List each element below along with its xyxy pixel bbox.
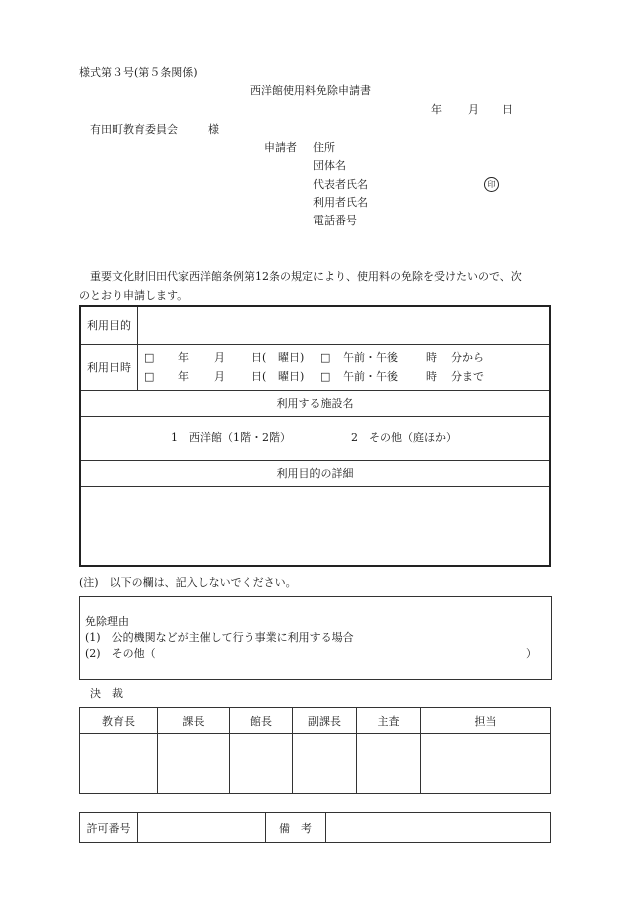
remarks-label: 備 考 [266,813,326,843]
exemption-box [79,596,552,680]
purpose-label: 利用目的 [80,306,138,344]
checkbox[interactable]: □ [320,351,331,364]
from-label: 分から [451,351,484,364]
application-table [79,305,551,567]
exemption-reason-2-close: ） [526,647,537,660]
form-number: 様式第３号(第５条関係) [79,66,198,79]
detail-header-row [80,460,550,486]
day-label: 日( [251,351,267,364]
addressee-honorific: 様 [208,123,219,136]
seal-icon: 印 [484,177,499,192]
form-title: 西洋館使用料免除申請書 [250,84,371,97]
stamp-cell[interactable] [80,734,158,794]
until-label: 分まで [451,370,484,383]
facility-options [81,430,549,446]
permit-number-label: 許可番号 [80,813,138,843]
checkbox[interactable]: □ [144,370,155,383]
decision-label: 決 裁 [90,687,123,700]
exemption-reason-2: (2) その他（ [85,647,156,660]
facility-header: 利用する施設名 [80,390,550,416]
exemption-reason-1: (1) 公的機関などが主催して行う事業に利用する場合 [85,631,354,644]
stamp-cell[interactable] [421,734,551,794]
am-pm-option[interactable]: 午前・午後 [343,351,398,364]
hour-label: 時 [426,370,437,383]
decision-col-superintendent: 教育長 [80,708,158,734]
stamp-cell[interactable] [293,734,357,794]
facility-option-2[interactable]: 2 その他（庭ほか） [351,431,457,444]
hour-label: 時 [426,351,437,364]
purpose-row [80,306,550,344]
note-text: (注) 以下の欄は、記入しないでください。 [79,576,297,589]
datetime-from-line [138,349,549,367]
decision-col-section-chief: 課長 [158,708,230,734]
facility-header-row [80,390,550,416]
decision-stamp-row [80,734,551,794]
intro-line-2: のとおり申請します。 [79,289,189,302]
month-label: 月 [214,351,225,364]
facility-options-cell [80,416,550,460]
year-label: 年 [178,351,189,364]
checkbox[interactable]: □ [144,351,155,364]
applicant-address-label: 住所 [313,141,335,154]
exemption-title: 免除理由 [85,615,129,628]
year-label: 年 [178,370,189,383]
decision-col-director: 館長 [230,708,293,734]
applicant-phone-label: 電話番号 [313,214,357,227]
detail-field[interactable] [80,486,550,566]
date-year-label: 年 [431,103,442,116]
weekday-label: 曜日) [278,351,305,364]
permit-row [80,813,551,843]
decision-col-deputy-chief: 副課長 [293,708,357,734]
day-label: 日( [251,370,267,383]
detail-row [80,486,550,566]
applicant-label: 申請者 [264,141,297,154]
datetime-row [80,344,550,390]
decision-header-row [80,708,551,734]
stamp-cell[interactable] [357,734,421,794]
checkbox[interactable]: □ [320,370,331,383]
applicant-user-label: 利用者氏名 [313,196,368,209]
detail-header: 利用目的の詳細 [80,460,550,486]
facility-option-1[interactable]: 1 西洋館（1階・2階） [171,431,291,444]
stamp-cell[interactable] [230,734,293,794]
applicant-representative-label: 代表者氏名 [313,178,368,191]
date-month-label: 月 [468,103,479,116]
decision-table [79,707,551,794]
addressee: 有田町教育委員会 [90,123,178,136]
decision-col-chief-clerk: 主査 [357,708,421,734]
datetime-until-line [138,367,549,385]
decision-col-staff: 担当 [421,708,551,734]
month-label: 月 [214,370,225,383]
seal-mark [484,177,499,192]
intro-line-1: 重要文化財旧田代家西洋館条例第12条の規定により、使用料の免除を受けたいので、次 [90,270,522,283]
weekday-label: 曜日) [278,370,305,383]
applicant-group-label: 団体名 [313,159,346,172]
datetime-label: 利用日時 [80,344,138,390]
remarks-field[interactable] [326,813,551,843]
stamp-cell[interactable] [158,734,230,794]
date-day-label: 日 [502,103,513,116]
purpose-field[interactable] [138,306,551,344]
facility-options-row [80,416,550,460]
datetime-cell [138,344,551,390]
permit-table [79,812,551,843]
am-pm-option[interactable]: 午前・午後 [343,370,398,383]
permit-number-field[interactable] [138,813,266,843]
